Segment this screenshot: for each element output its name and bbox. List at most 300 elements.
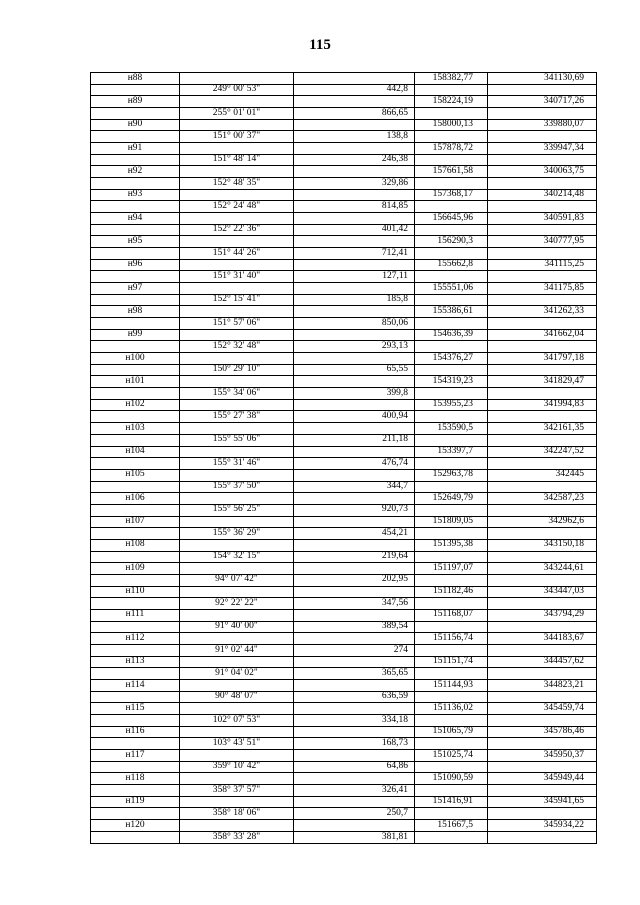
direction-angle-cell: 151° 48' 14"	[180, 154, 294, 166]
point-name-cell: н105	[91, 469, 180, 481]
x-coordinate-cell: 154636,39	[415, 329, 488, 341]
y-coordinate-cell: 341829,47	[488, 376, 597, 388]
segment-row	[91, 668, 597, 680]
point-name-cell: н113	[91, 656, 180, 668]
empty-cell	[180, 726, 294, 738]
point-name-cell: н102	[91, 399, 180, 411]
page-number: 115	[309, 37, 331, 53]
empty-cell	[415, 224, 488, 236]
point-name-cell: н104	[91, 446, 180, 458]
direction-angle-cell: 91° 02' 44"	[180, 644, 294, 656]
empty-cell	[294, 633, 415, 645]
coordinates-table	[90, 72, 597, 844]
segment-length-cell: 246,38	[294, 154, 415, 166]
point-row	[91, 539, 597, 551]
segment-length-cell: 454,21	[294, 528, 415, 540]
segment-row	[91, 364, 597, 376]
point-name-cell: н110	[91, 586, 180, 598]
empty-cell	[294, 703, 415, 715]
direction-angle-cell: 154° 32' 15"	[180, 551, 294, 563]
y-coordinate-cell: 343447,03	[488, 586, 597, 598]
empty-cell	[180, 259, 294, 271]
empty-cell	[180, 143, 294, 155]
point-row	[91, 820, 597, 832]
empty-cell	[91, 644, 180, 656]
x-coordinate-cell: 154319,23	[415, 376, 488, 388]
y-coordinate-cell: 345941,65	[488, 796, 597, 808]
empty-cell	[91, 248, 180, 260]
x-coordinate-cell: 151395,38	[415, 539, 488, 551]
segment-row	[91, 714, 597, 726]
empty-cell	[415, 504, 488, 516]
empty-cell	[180, 96, 294, 108]
empty-cell	[91, 598, 180, 610]
direction-angle-cell: 92° 22' 22"	[180, 598, 294, 610]
direction-angle-cell: 151° 57' 06"	[180, 318, 294, 330]
x-coordinate-cell: 152649,79	[415, 493, 488, 505]
empty-cell	[180, 493, 294, 505]
empty-cell	[180, 749, 294, 761]
point-name-cell: н94	[91, 213, 180, 225]
empty-cell	[91, 178, 180, 190]
segment-length-cell: 400,94	[294, 411, 415, 423]
point-row	[91, 469, 597, 481]
empty-cell	[180, 119, 294, 131]
y-coordinate-cell: 342247,52	[488, 446, 597, 458]
segment-length-cell: 476,74	[294, 458, 415, 470]
point-row	[91, 726, 597, 738]
x-coordinate-cell: 153397,7	[415, 446, 488, 458]
point-name-cell: н100	[91, 353, 180, 365]
y-coordinate-cell: 345786,46	[488, 726, 597, 738]
empty-cell	[488, 411, 597, 423]
y-coordinate-cell: 344457,62	[488, 656, 597, 668]
x-coordinate-cell: 151197,07	[415, 563, 488, 575]
segment-length-cell: 326,41	[294, 784, 415, 796]
x-coordinate-cell: 156645,96	[415, 213, 488, 225]
segment-length-cell: 365,65	[294, 668, 415, 680]
point-name-cell: н115	[91, 703, 180, 715]
y-coordinate-cell: 342161,35	[488, 423, 597, 435]
y-coordinate-cell: 341994,83	[488, 399, 597, 411]
empty-cell	[415, 318, 488, 330]
empty-cell	[180, 703, 294, 715]
y-coordinate-cell: 343794,29	[488, 609, 597, 621]
x-coordinate-cell: 155386,61	[415, 306, 488, 318]
x-coordinate-cell: 151151,74	[415, 656, 488, 668]
empty-cell	[488, 364, 597, 376]
empty-cell	[415, 131, 488, 143]
empty-cell	[415, 574, 488, 586]
segment-row	[91, 644, 597, 656]
x-coordinate-cell: 151156,74	[415, 633, 488, 645]
empty-cell	[180, 73, 294, 85]
empty-cell	[91, 388, 180, 400]
empty-cell	[415, 738, 488, 750]
empty-cell	[415, 108, 488, 120]
empty-cell	[91, 108, 180, 120]
empty-cell	[180, 189, 294, 201]
segment-row	[91, 224, 597, 236]
segment-length-cell: 347,56	[294, 598, 415, 610]
point-name-cell: н120	[91, 820, 180, 832]
empty-cell	[488, 784, 597, 796]
empty-cell	[180, 820, 294, 832]
empty-cell	[91, 224, 180, 236]
empty-cell	[294, 493, 415, 505]
point-row	[91, 446, 597, 458]
empty-cell	[91, 668, 180, 680]
empty-cell	[488, 714, 597, 726]
empty-cell	[488, 481, 597, 493]
point-name-cell: н98	[91, 306, 180, 318]
direction-angle-cell: 152° 22' 36"	[180, 224, 294, 236]
y-coordinate-cell: 340717,26	[488, 96, 597, 108]
empty-cell	[488, 154, 597, 166]
direction-angle-cell: 151° 44' 26"	[180, 248, 294, 260]
direction-angle-cell: 103° 43' 51"	[180, 738, 294, 750]
segment-row	[91, 388, 597, 400]
y-coordinate-cell: 345949,44	[488, 773, 597, 785]
empty-cell	[91, 808, 180, 820]
point-name-cell: н114	[91, 679, 180, 691]
direction-angle-cell: 90° 48' 07"	[180, 691, 294, 703]
empty-cell	[294, 539, 415, 551]
empty-cell	[488, 84, 597, 96]
y-coordinate-cell: 340777,95	[488, 236, 597, 248]
point-row	[91, 749, 597, 761]
point-row	[91, 563, 597, 575]
segment-length-cell: 202,95	[294, 574, 415, 586]
direction-angle-cell: 94° 07' 42"	[180, 574, 294, 586]
x-coordinate-cell: 155551,06	[415, 283, 488, 295]
empty-cell	[488, 621, 597, 633]
direction-angle-cell: 155° 27' 38"	[180, 411, 294, 423]
point-row	[91, 189, 597, 201]
empty-cell	[488, 271, 597, 283]
empty-cell	[91, 691, 180, 703]
x-coordinate-cell: 151809,05	[415, 516, 488, 528]
empty-cell	[180, 306, 294, 318]
empty-cell	[488, 224, 597, 236]
empty-cell	[415, 551, 488, 563]
empty-cell	[294, 283, 415, 295]
segment-length-cell: 250,7	[294, 808, 415, 820]
y-coordinate-cell: 343244,61	[488, 563, 597, 575]
empty-cell	[180, 679, 294, 691]
segment-row	[91, 271, 597, 283]
point-name-cell: н96	[91, 259, 180, 271]
empty-cell	[488, 248, 597, 260]
point-row	[91, 166, 597, 178]
empty-cell	[180, 656, 294, 668]
point-row	[91, 586, 597, 598]
empty-cell	[488, 738, 597, 750]
segment-length-cell: 401,42	[294, 224, 415, 236]
x-coordinate-cell: 151144,93	[415, 679, 488, 691]
x-coordinate-cell: 157661,58	[415, 166, 488, 178]
empty-cell	[91, 574, 180, 586]
segment-row	[91, 831, 597, 843]
empty-cell	[91, 504, 180, 516]
empty-cell	[91, 271, 180, 283]
x-coordinate-cell: 158224,19	[415, 96, 488, 108]
direction-angle-cell: 155° 36' 29"	[180, 528, 294, 540]
segment-row	[91, 318, 597, 330]
segment-length-cell: 866,65	[294, 108, 415, 120]
point-row	[91, 633, 597, 645]
empty-cell	[415, 691, 488, 703]
y-coordinate-cell: 342962,6	[488, 516, 597, 528]
direction-angle-cell: 152° 32' 48"	[180, 341, 294, 353]
point-name-cell: н108	[91, 539, 180, 551]
empty-cell	[294, 609, 415, 621]
x-coordinate-cell: 151416,91	[415, 796, 488, 808]
direction-angle-cell: 358° 18' 06"	[180, 808, 294, 820]
point-name-cell: н89	[91, 96, 180, 108]
empty-cell	[91, 364, 180, 376]
empty-cell	[294, 423, 415, 435]
empty-cell	[91, 458, 180, 470]
empty-cell	[294, 563, 415, 575]
segment-row	[91, 504, 597, 516]
empty-cell	[415, 784, 488, 796]
segment-row	[91, 808, 597, 820]
segment-length-cell: 334,18	[294, 714, 415, 726]
empty-cell	[91, 154, 180, 166]
empty-cell	[415, 411, 488, 423]
x-coordinate-cell: 158000,13	[415, 119, 488, 131]
empty-cell	[415, 341, 488, 353]
empty-cell	[488, 434, 597, 446]
empty-cell	[180, 376, 294, 388]
empty-cell	[415, 761, 488, 773]
point-row	[91, 73, 597, 85]
empty-cell	[180, 353, 294, 365]
direction-angle-cell: 155° 34' 06"	[180, 388, 294, 400]
empty-cell	[294, 469, 415, 481]
empty-cell	[488, 528, 597, 540]
point-name-cell: н112	[91, 633, 180, 645]
point-row	[91, 609, 597, 621]
point-name-cell: н101	[91, 376, 180, 388]
segment-row	[91, 458, 597, 470]
empty-cell	[91, 551, 180, 563]
point-row	[91, 143, 597, 155]
empty-cell	[488, 388, 597, 400]
empty-cell	[415, 271, 488, 283]
segment-length-cell: 127,11	[294, 271, 415, 283]
point-name-cell: н119	[91, 796, 180, 808]
point-row	[91, 679, 597, 691]
empty-cell	[488, 551, 597, 563]
point-row	[91, 119, 597, 131]
direction-angle-cell: 155° 37' 50"	[180, 481, 294, 493]
x-coordinate-cell: 154376,27	[415, 353, 488, 365]
segment-row	[91, 691, 597, 703]
empty-cell	[91, 318, 180, 330]
empty-cell	[488, 318, 597, 330]
y-coordinate-cell: 344823,21	[488, 679, 597, 691]
empty-cell	[488, 341, 597, 353]
point-name-cell: н90	[91, 119, 180, 131]
y-coordinate-cell: 340591,83	[488, 213, 597, 225]
direction-angle-cell: 91° 04' 02"	[180, 668, 294, 680]
empty-cell	[294, 73, 415, 85]
segment-length-cell: 389,54	[294, 621, 415, 633]
empty-cell	[294, 749, 415, 761]
segment-length-cell: 274	[294, 644, 415, 656]
segment-row	[91, 131, 597, 143]
y-coordinate-cell: 341130,69	[488, 73, 597, 85]
empty-cell	[91, 201, 180, 213]
empty-cell	[180, 609, 294, 621]
point-name-cell: н116	[91, 726, 180, 738]
empty-cell	[180, 469, 294, 481]
x-coordinate-cell: 151168,07	[415, 609, 488, 621]
x-coordinate-cell: 151025,74	[415, 749, 488, 761]
x-coordinate-cell: 153955,23	[415, 399, 488, 411]
segment-length-cell: 636,59	[294, 691, 415, 703]
y-coordinate-cell: 341662,04	[488, 329, 597, 341]
point-name-cell: н109	[91, 563, 180, 575]
segment-row	[91, 411, 597, 423]
empty-cell	[91, 784, 180, 796]
empty-cell	[415, 528, 488, 540]
x-coordinate-cell: 153590,5	[415, 423, 488, 435]
empty-cell	[294, 726, 415, 738]
point-row	[91, 399, 597, 411]
y-coordinate-cell: 343150,18	[488, 539, 597, 551]
point-row	[91, 236, 597, 248]
empty-cell	[294, 166, 415, 178]
direction-angle-cell: 152° 15' 41"	[180, 294, 294, 306]
empty-cell	[180, 563, 294, 575]
direction-angle-cell: 255° 01' 01"	[180, 108, 294, 120]
segment-length-cell: 211,18	[294, 434, 415, 446]
point-row	[91, 376, 597, 388]
x-coordinate-cell: 151090,59	[415, 773, 488, 785]
empty-cell	[415, 294, 488, 306]
segment-row	[91, 341, 597, 353]
empty-cell	[415, 481, 488, 493]
segment-row	[91, 108, 597, 120]
empty-cell	[488, 831, 597, 843]
point-row	[91, 773, 597, 785]
empty-cell	[488, 294, 597, 306]
point-name-cell: н93	[91, 189, 180, 201]
empty-cell	[294, 329, 415, 341]
segment-row	[91, 248, 597, 260]
empty-cell	[294, 119, 415, 131]
segment-row	[91, 598, 597, 610]
segment-row	[91, 481, 597, 493]
y-coordinate-cell: 339880,07	[488, 119, 597, 131]
y-coordinate-cell: 345459,74	[488, 703, 597, 715]
direction-angle-cell: 249° 00' 53"	[180, 84, 294, 96]
x-coordinate-cell: 151136,02	[415, 703, 488, 715]
x-coordinate-cell: 155662,8	[415, 259, 488, 271]
empty-cell	[415, 84, 488, 96]
segment-length-cell: 329,86	[294, 178, 415, 190]
segment-row	[91, 178, 597, 190]
empty-cell	[294, 586, 415, 598]
point-name-cell: н107	[91, 516, 180, 528]
y-coordinate-cell: 339947,34	[488, 143, 597, 155]
empty-cell	[294, 189, 415, 201]
empty-cell	[180, 399, 294, 411]
segment-length-cell: 399,8	[294, 388, 415, 400]
segment-row	[91, 784, 597, 796]
y-coordinate-cell: 340214,48	[488, 189, 597, 201]
empty-cell	[180, 633, 294, 645]
empty-cell	[488, 131, 597, 143]
segment-length-cell: 381,81	[294, 831, 415, 843]
segment-length-cell: 293,13	[294, 341, 415, 353]
segment-length-cell: 185,8	[294, 294, 415, 306]
segment-row	[91, 154, 597, 166]
segment-length-cell: 850,06	[294, 318, 415, 330]
x-coordinate-cell: 157368,17	[415, 189, 488, 201]
direction-angle-cell: 152° 24' 48"	[180, 201, 294, 213]
point-row	[91, 259, 597, 271]
empty-cell	[294, 306, 415, 318]
empty-cell	[180, 773, 294, 785]
empty-cell	[180, 236, 294, 248]
direction-angle-cell: 151° 31' 40"	[180, 271, 294, 283]
empty-cell	[180, 166, 294, 178]
empty-cell	[180, 329, 294, 341]
empty-cell	[488, 201, 597, 213]
segment-row	[91, 528, 597, 540]
y-coordinate-cell: 341262,33	[488, 306, 597, 318]
empty-cell	[488, 598, 597, 610]
empty-cell	[488, 178, 597, 190]
x-coordinate-cell: 151667,5	[415, 820, 488, 832]
empty-cell	[180, 516, 294, 528]
empty-cell	[180, 796, 294, 808]
empty-cell	[180, 283, 294, 295]
empty-cell	[91, 714, 180, 726]
point-row	[91, 329, 597, 341]
x-coordinate-cell: 157878,72	[415, 143, 488, 155]
point-name-cell: н103	[91, 423, 180, 435]
point-row	[91, 493, 597, 505]
point-name-cell: н97	[91, 283, 180, 295]
segment-length-cell: 814,85	[294, 201, 415, 213]
x-coordinate-cell: 156290,3	[415, 236, 488, 248]
y-coordinate-cell: 342445	[488, 469, 597, 481]
point-row	[91, 213, 597, 225]
segment-length-cell: 138,8	[294, 131, 415, 143]
empty-cell	[488, 504, 597, 516]
direction-angle-cell: 155° 31' 46"	[180, 458, 294, 470]
segment-row	[91, 84, 597, 96]
empty-cell	[415, 808, 488, 820]
empty-cell	[294, 353, 415, 365]
empty-cell	[91, 481, 180, 493]
empty-cell	[415, 621, 488, 633]
empty-cell	[294, 236, 415, 248]
empty-cell	[180, 539, 294, 551]
empty-cell	[488, 458, 597, 470]
point-name-cell: н92	[91, 166, 180, 178]
point-row	[91, 283, 597, 295]
segment-length-cell: 64,86	[294, 761, 415, 773]
direction-angle-cell: 358° 33' 28"	[180, 831, 294, 843]
empty-cell	[180, 423, 294, 435]
empty-cell	[488, 761, 597, 773]
